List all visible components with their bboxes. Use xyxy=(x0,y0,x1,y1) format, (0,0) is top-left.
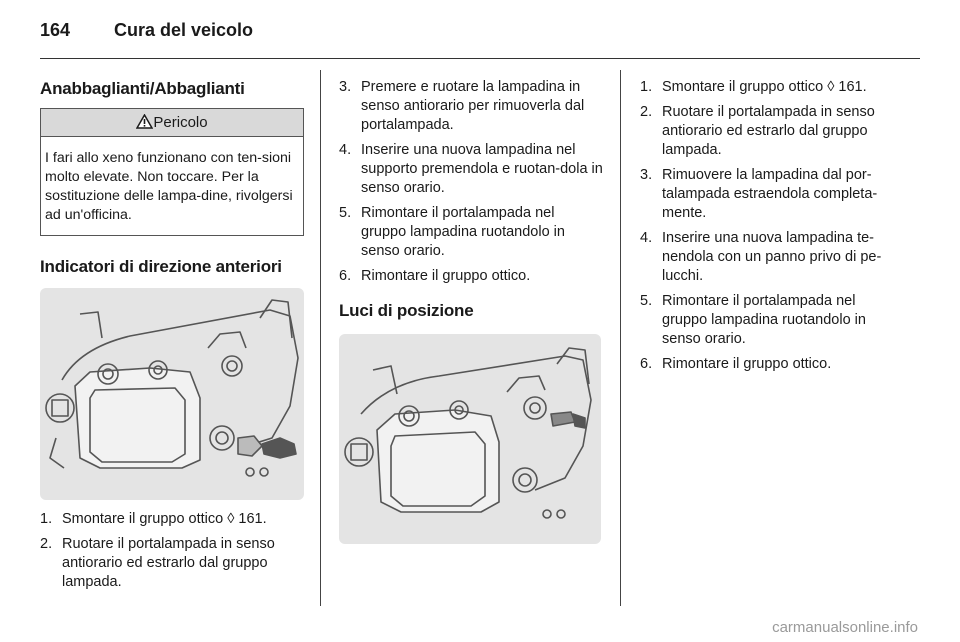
column-1 xyxy=(40,72,304,598)
list-item: 6. Rimontare il gruppo ottico. xyxy=(339,268,531,284)
list-item: 1. Smontare il gruppo ottico ◊ 161. xyxy=(40,511,267,527)
danger-box-header xyxy=(41,109,303,137)
heading-front-indicators: Indicatori di direzione anteriori xyxy=(40,257,282,276)
position-light-steps xyxy=(640,78,902,374)
figure-front-indicator-headlamp xyxy=(40,288,304,500)
list-item: 5. Rimontare il portalampada nel gruppo lampadina ruotandolo in senso orario. xyxy=(640,293,866,347)
danger-box-title: Pericolo xyxy=(153,114,208,131)
list-item: 1. Smontare il gruppo ottico ◊ 161. xyxy=(640,79,867,95)
figure-position-light-headlamp xyxy=(339,334,601,544)
page-title: Cura del veicolo xyxy=(114,20,254,40)
header-rule xyxy=(40,58,920,59)
column-2 xyxy=(339,78,603,544)
column-3 xyxy=(640,78,902,380)
page-header xyxy=(40,20,253,41)
list-item: 5. Rimontare il portalampada nel gruppo lampadina ruotandolo in senso orario. xyxy=(339,205,565,259)
column-divider-1 xyxy=(320,70,321,606)
watermark[interactable]: carmanualsonline.info xyxy=(772,619,918,636)
list-item: 6. Rimontare il gruppo ottico. xyxy=(640,356,832,372)
list-item: 4. Inserire una nuova lampadina nel supporto premendola e ruotan-dola in senso orario. xyxy=(339,142,603,196)
list-item: 4. Inserire una nuova lampadina te-nendola con un panno privo di pe-lucchi. xyxy=(640,230,882,284)
heading-low-high-beam: Anabbaglianti/Abbaglianti xyxy=(40,79,245,98)
front-indicator-steps-continued xyxy=(339,78,603,286)
column-divider-2 xyxy=(620,70,621,606)
list-item: 3. Premere e ruotare la lampadina in senso antiorario per rimuoverla dal portalampada. xyxy=(339,79,585,133)
page-number: 164 xyxy=(40,20,71,40)
list-item: 2. Ruotare il portalampada in senso antiorario ed estrarlo dal gruppo lampada. xyxy=(640,104,875,158)
warning-triangle-icon xyxy=(136,114,153,129)
list-item: 3. Rimuovere la lampadina dal por-talampada estraendola completa-mente. xyxy=(640,167,878,221)
heading-position-lights: Luci di posizione xyxy=(339,301,474,320)
danger-box-text: I fari allo xeno funzionano con ten-sioni molto elevate. Non toccare. Per la sostituzione delle lampa-dine, rivolgersi ad un'officina. xyxy=(45,150,293,223)
front-indicator-steps xyxy=(40,510,304,592)
list-item: 2. Ruotare il portalampada in senso antiorario ed estrarlo dal gruppo lampada. xyxy=(40,536,275,590)
danger-box xyxy=(40,108,304,236)
